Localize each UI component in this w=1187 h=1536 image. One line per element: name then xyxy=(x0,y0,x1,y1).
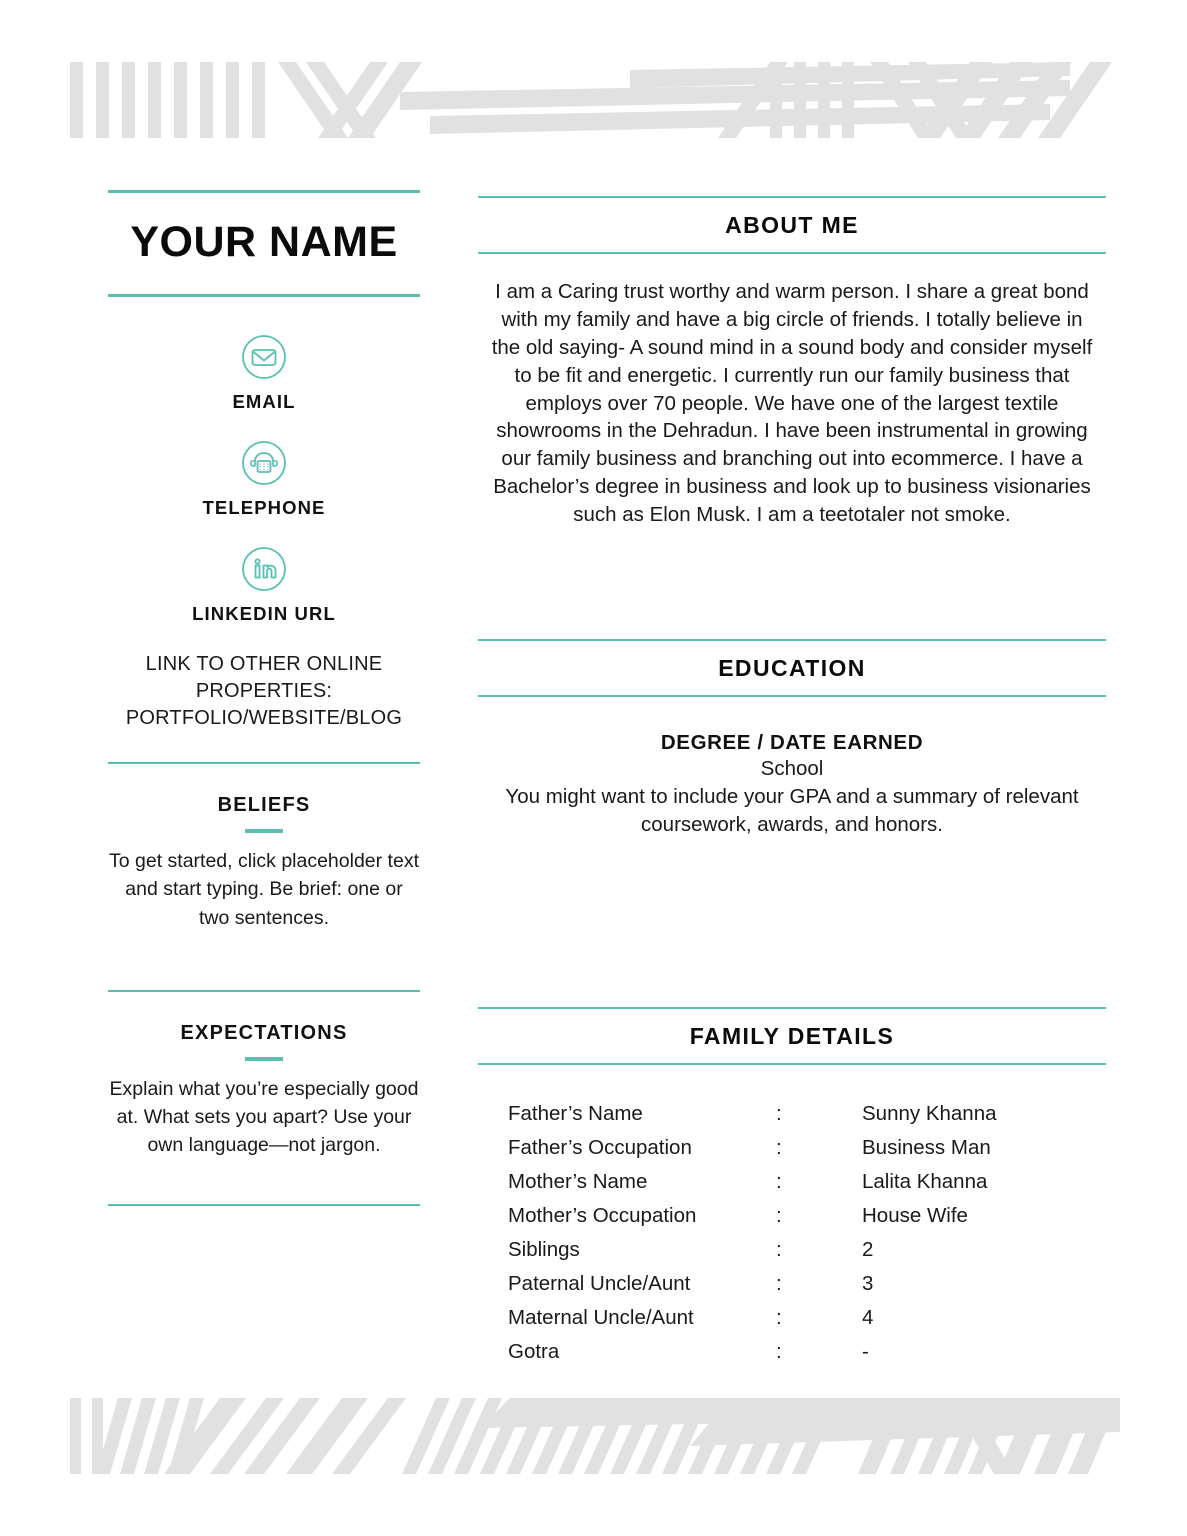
about-section xyxy=(478,196,1106,529)
family-row-label: Gotra xyxy=(508,1339,560,1363)
family-row-value: 2 xyxy=(862,1237,874,1261)
decorative-stripe-band-top xyxy=(70,62,1120,138)
family-rule-bottom xyxy=(478,1063,1106,1065)
contact-label-email: EMAIL xyxy=(232,391,296,412)
family-row-value: - xyxy=(862,1339,869,1363)
family-row-separator: : xyxy=(776,1203,782,1227)
table-row xyxy=(508,1267,997,1301)
education-note: You might want to include your GPA and a summary of relevant coursework, awards, and honors. xyxy=(505,784,1079,836)
name-rule-top xyxy=(108,190,420,193)
table-row xyxy=(508,1233,997,1267)
contact-item-email[interactable] xyxy=(108,333,420,413)
family-row-label: Siblings xyxy=(508,1237,580,1261)
expectations-dash xyxy=(245,1057,283,1061)
family-section xyxy=(478,1007,1106,1369)
sidebar-divider-2 xyxy=(108,990,420,992)
family-row-label: Father’s Name xyxy=(508,1101,643,1125)
education-rule-bottom xyxy=(478,695,1106,697)
contact-item-linkedin[interactable] xyxy=(108,545,420,625)
education-school: School xyxy=(760,756,824,780)
contact-list xyxy=(108,333,420,625)
telephone-icon xyxy=(240,439,288,487)
about-body: I am a Caring trust worthy and warm person. I share a great bond with my family and have a big circle of friends. I totally believe in the old saying- A sound mind in a sound body and consider myself to be fit and energetic. I currently run our family business that employs over 70 people. We have one of the largest textile showrooms in the Dehradun. I have been instrumental in growing our family business and branching out into ecommerce. I have a Bachelor’s degree in business and look up to business visionaries such as Elon Musk. I am a teetotaler not smoke. xyxy=(491,280,1093,526)
name-rule-bottom xyxy=(108,294,420,297)
family-table-body xyxy=(508,1097,997,1369)
main-content xyxy=(478,196,1106,1379)
family-row-label: Paternal Uncle/Aunt xyxy=(508,1271,691,1295)
decorative-stripe-band-bottom xyxy=(70,1398,1120,1474)
family-row-label: Maternal Uncle/Aunt xyxy=(508,1305,694,1329)
expectations-section xyxy=(108,1022,420,1160)
family-row-separator: : xyxy=(776,1271,782,1295)
family-row-value: House Wife xyxy=(862,1203,968,1227)
family-title: FAMILY DETAILS xyxy=(689,1022,895,1049)
linkedin-icon xyxy=(240,545,288,593)
contact-item-telephone[interactable] xyxy=(108,439,420,519)
contact-label-telephone: TELEPHONE xyxy=(202,497,326,518)
table-row xyxy=(508,1097,997,1131)
family-row-separator: : xyxy=(776,1237,782,1261)
education-title: EDUCATION xyxy=(718,654,866,681)
family-row-label: Father’s Occupation xyxy=(508,1135,692,1159)
sidebar xyxy=(108,190,420,1206)
about-rule-bottom xyxy=(478,252,1106,254)
family-row-separator: : xyxy=(776,1169,782,1193)
expectations-title: EXPECTATIONS xyxy=(180,1021,348,1044)
family-row-separator: : xyxy=(776,1101,782,1125)
family-row-label: Mother’s Occupation xyxy=(508,1203,697,1227)
family-row-separator: : xyxy=(776,1135,782,1159)
sidebar-divider-1 xyxy=(108,762,420,764)
beliefs-dash xyxy=(245,829,283,833)
beliefs-title: BELIEFS xyxy=(217,794,311,816)
sidebar-divider-3 xyxy=(108,1204,420,1206)
education-degree: DEGREE / DATE EARNED xyxy=(660,730,924,754)
family-row-value: 4 xyxy=(862,1305,874,1329)
table-row xyxy=(508,1131,997,1165)
contact-label-linkedin: LINKEDIN URL xyxy=(192,603,336,624)
table-row xyxy=(508,1301,997,1335)
table-row xyxy=(508,1165,997,1199)
email-icon xyxy=(240,333,288,381)
family-details-table xyxy=(508,1097,997,1369)
table-row xyxy=(508,1335,997,1369)
expectations-body: Explain what you’re especially good at. What sets you apart? Use your own language—not jargon. xyxy=(109,1077,419,1157)
beliefs-section xyxy=(108,794,420,932)
family-row-value: Lalita Khanna xyxy=(862,1169,988,1193)
family-row-value: Business Man xyxy=(862,1135,991,1159)
page-title: YOUR NAME xyxy=(130,218,398,266)
about-title: ABOUT ME xyxy=(725,212,859,238)
education-entry xyxy=(478,731,1106,839)
education-section xyxy=(478,639,1106,839)
family-row-separator: : xyxy=(776,1339,782,1363)
online-properties-text: LINK TO OTHER ONLINE PROPERTIES: PORTFOLIO/WEBSITE/BLOG xyxy=(125,653,403,729)
beliefs-body: To get started, click placeholder text and start typing. Be brief: one or two sentences. xyxy=(109,850,419,929)
family-row-value: 3 xyxy=(862,1271,874,1295)
family-row-label: Mother’s Name xyxy=(508,1169,648,1193)
name-block xyxy=(108,190,420,297)
family-row-separator: : xyxy=(776,1305,782,1329)
family-row-value: Sunny Khanna xyxy=(862,1101,997,1125)
table-row xyxy=(508,1199,997,1233)
